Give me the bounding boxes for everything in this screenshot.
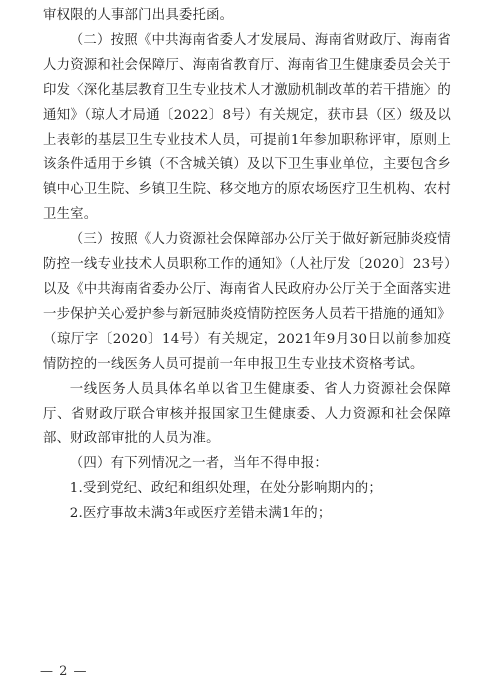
- paragraph-continuation: 审权限的人事部门出具委托函。: [43, 8, 234, 23]
- page-number: — 2 —: [40, 664, 88, 679]
- paragraph-condition-2: 2.医疗事故未满3年或医疗差错未满1年的；: [69, 506, 332, 522]
- paragraph-condition-1: 1.受到党纪、政纪和组织处理，在处分影响期内的；: [69, 481, 382, 497]
- paragraph-item-2: （二）按照《中共海南省委人才发展局、海南省财政厅、海南省人力资源和社会保障厅、海南省教育厅、海南省卫生健康委员会关于印发〈深化基层教育卫生专业技术人才激励机制改革的若干措施〉的通知》（琼人才局通〔2022〕8号）有关规定，获市县（区）级及以上表彰的基层卫生专业技术人员，可提前1年参加职称评审，原则上该条件适用于乡镇（不含城关镇）及以下卫生事业单位，主要包含乡镇中心卫生院、乡镇卫生院、移交地方的原农场医疗卫生机构、农村卫生室。: [43, 32, 451, 223]
- paragraph-frontline-list: 一线医务人员具体名单以省卫生健康委、省人力资源社会保障厅、省财政厅联合审核并报国家卫生健康委、人力资源和社会保障部、财政部审批的人员为准。: [43, 381, 451, 447]
- paragraph-item-3: （三）按照《人力资源社会保障部办公厅关于做好新冠肺炎疫情防控一线专业技术人员职称工作的通知》（人社厅发〔2020〕23号）以及《中共海南省委办公厅、海南省人民政府办公厅关于全面落实进一步保护关心爱护参与新冠肺炎疫情防控医务人员若干措施的通知》（琼厅字〔2020〕14号）有关规定，2021年9月30日以前参加疫情防控的一线医务人员可提前一年申报卫生专业技术资格考试。: [43, 232, 451, 372]
- document-body: [43, 4, 451, 527]
- paragraph-item-4: （四）有下列情况之一者，当年不得申报：: [69, 456, 329, 472]
